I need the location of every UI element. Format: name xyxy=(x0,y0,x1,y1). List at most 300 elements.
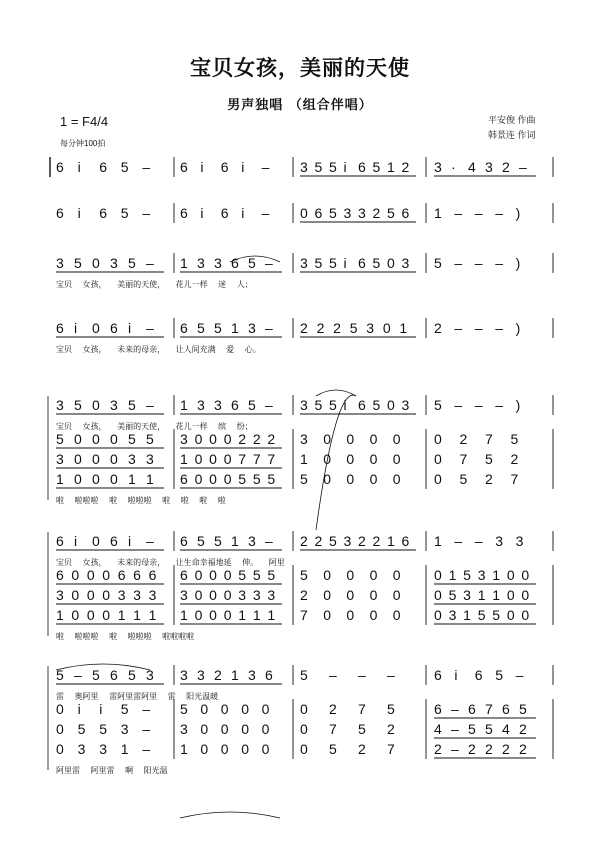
note: 0 xyxy=(102,587,111,603)
note: 6 xyxy=(180,205,188,221)
note: 6 xyxy=(180,471,188,487)
note: 2 xyxy=(485,471,493,487)
note: 0 xyxy=(346,471,355,487)
slur-arc xyxy=(56,664,150,670)
note: 0 xyxy=(241,701,249,717)
note: – xyxy=(474,255,483,271)
note: 3 xyxy=(146,667,154,683)
note: 0 xyxy=(434,451,442,467)
note: 6 xyxy=(180,320,188,336)
note: 0 xyxy=(200,721,209,737)
note: 7 xyxy=(238,451,247,467)
note: 0 xyxy=(506,587,515,603)
note: 5 xyxy=(180,701,188,717)
note: 6 xyxy=(231,255,239,271)
note: – xyxy=(451,701,459,717)
note: 1 xyxy=(231,533,239,549)
note: 6 xyxy=(148,567,157,583)
note: 3 xyxy=(401,255,410,271)
note: 1 xyxy=(133,607,141,623)
lyrics-line: 阿里雷 阿里雷 啊 阳光温 xyxy=(56,766,168,775)
note: 0 xyxy=(369,451,378,467)
note: 0 xyxy=(382,320,391,336)
note: 0 xyxy=(506,607,515,623)
note: – xyxy=(495,320,503,336)
note: 6 xyxy=(56,320,64,336)
note: 0 xyxy=(194,567,203,583)
note: – xyxy=(146,397,154,413)
note: 3 xyxy=(343,533,352,549)
lyrics-line: 雷 奥阿里 雷阿里雷阿里 雷 阳光温暖 xyxy=(56,692,219,701)
note: 5 xyxy=(314,397,323,413)
note: 6 xyxy=(434,667,442,683)
note: 0 xyxy=(323,431,331,447)
note: ) xyxy=(515,205,521,221)
note: · xyxy=(451,159,456,175)
note: 1 xyxy=(448,567,457,583)
note: 3 xyxy=(56,451,64,467)
note: – xyxy=(142,205,151,221)
note: 1 xyxy=(180,397,188,413)
note: 3 xyxy=(477,567,486,583)
note: 1 xyxy=(120,741,129,757)
note: 0 xyxy=(110,471,118,487)
note: 3 xyxy=(300,397,308,413)
note: 5 xyxy=(267,471,276,487)
note: 4 xyxy=(502,721,510,737)
note: 0 xyxy=(220,741,229,757)
note: 0 xyxy=(92,533,100,549)
note: 2 xyxy=(519,721,527,737)
note: 0 xyxy=(223,471,232,487)
note: 5 xyxy=(434,255,442,271)
note: 5 xyxy=(120,159,129,175)
slur-arc xyxy=(180,812,280,818)
note: 2 xyxy=(387,721,395,737)
note: 1 xyxy=(117,607,126,623)
lyrics-line: 宝贝 女孩， 未来的母亲， 让人间充满 爱 心。 xyxy=(56,345,261,354)
note: 0 xyxy=(200,741,209,757)
note: 6 xyxy=(180,159,188,175)
note: 2 xyxy=(358,741,366,757)
note: 5 xyxy=(238,567,247,583)
lyrics-line: 宝贝 女孩， 美丽的天使， 花儿一样 迷 人； xyxy=(56,280,253,289)
note: 2 xyxy=(502,741,510,757)
note: 0 xyxy=(323,607,331,623)
note: 5 xyxy=(74,255,82,271)
note: – xyxy=(142,721,151,737)
note: 1 xyxy=(180,451,188,467)
note: i xyxy=(454,667,458,683)
note: 0 xyxy=(261,721,270,737)
note: 1 xyxy=(300,451,308,467)
note: 3 xyxy=(99,741,107,757)
note: 5 xyxy=(329,397,337,413)
note: 5 xyxy=(300,471,308,487)
note: 5 xyxy=(434,397,442,413)
note: 6 xyxy=(358,255,366,271)
note: 0 xyxy=(434,471,442,487)
note: 5 xyxy=(372,255,381,271)
note: 0 xyxy=(223,607,232,623)
note: 2 xyxy=(519,741,527,757)
note: 3 xyxy=(128,451,136,467)
note: 0 xyxy=(346,567,355,583)
note: – xyxy=(142,159,151,175)
note: i xyxy=(128,320,132,336)
note: 0 xyxy=(300,721,308,737)
note: 2 xyxy=(300,533,308,549)
note: 4 xyxy=(434,721,442,737)
note: 0 xyxy=(110,451,118,467)
note: 2 xyxy=(434,741,442,757)
note: 0 xyxy=(92,451,100,467)
note: 7 xyxy=(510,471,519,487)
note: 0 xyxy=(300,205,308,221)
note: i xyxy=(77,205,81,221)
note: 0 xyxy=(346,451,355,467)
note: 0 xyxy=(392,587,401,603)
note: 5 xyxy=(463,567,471,583)
note: 4 xyxy=(468,159,476,175)
note: 6 xyxy=(110,533,118,549)
note: 0 xyxy=(86,607,95,623)
note: 6 xyxy=(314,205,323,221)
note: 1 xyxy=(492,587,501,603)
composer-credit: 平安俊 作曲 xyxy=(488,115,536,125)
note: 0 xyxy=(194,607,203,623)
note: 0 xyxy=(209,567,217,583)
note: 6 xyxy=(99,205,107,221)
note: 3 xyxy=(495,533,503,549)
note: 0 xyxy=(194,587,203,603)
note: 1 xyxy=(56,471,64,487)
note: 0 xyxy=(346,431,355,447)
note: 2 xyxy=(314,533,323,549)
note: 1 xyxy=(180,607,188,623)
note: 0 xyxy=(434,431,442,447)
note: 6 xyxy=(110,667,118,683)
note: 2 xyxy=(267,431,276,447)
note: 0 xyxy=(220,721,229,737)
note: 2 xyxy=(510,451,519,467)
note: – xyxy=(146,320,154,336)
note: 7 xyxy=(358,701,366,717)
note: 0 xyxy=(434,587,442,603)
note: 5 xyxy=(477,607,486,623)
note: – xyxy=(454,397,463,413)
note: 3 xyxy=(248,667,256,683)
note: 3 xyxy=(448,607,457,623)
note: – xyxy=(474,320,483,336)
note: – xyxy=(142,741,151,757)
note: 2 xyxy=(316,320,325,336)
note: 0 xyxy=(209,431,217,447)
note: 5 xyxy=(120,701,129,717)
note: 3 xyxy=(300,255,308,271)
note: 3 xyxy=(117,587,126,603)
note: – xyxy=(454,255,463,271)
note: 1 xyxy=(56,607,64,623)
note: – xyxy=(265,320,273,336)
note: 0 xyxy=(102,607,111,623)
note: 3 xyxy=(180,667,188,683)
note: 6 xyxy=(265,667,273,683)
note: 5 xyxy=(214,533,222,549)
note: 2 xyxy=(502,159,510,175)
note: 0 xyxy=(110,431,118,447)
note: 0 xyxy=(261,701,270,717)
note: ) xyxy=(515,255,521,271)
note: 7 xyxy=(387,741,395,757)
note: 3 xyxy=(197,255,205,271)
note: 3 xyxy=(180,721,188,737)
note: i xyxy=(77,159,81,175)
note: 0 xyxy=(392,567,401,583)
note: 7 xyxy=(459,451,468,467)
note: 2 xyxy=(468,741,476,757)
note: i xyxy=(343,159,347,175)
note: – xyxy=(146,533,154,549)
note: 2 xyxy=(358,533,366,549)
note: 0 xyxy=(209,607,217,623)
note: – xyxy=(387,667,395,683)
note: 1 xyxy=(387,159,395,175)
note: 1 xyxy=(231,320,239,336)
note: 7 xyxy=(300,607,308,623)
note: 3 xyxy=(77,741,86,757)
note: – xyxy=(474,397,483,413)
note: – xyxy=(495,205,503,221)
note: 6 xyxy=(56,205,64,221)
note: – xyxy=(358,667,366,683)
note: 3 xyxy=(56,397,64,413)
note: – xyxy=(451,741,459,757)
note: 0 xyxy=(241,721,249,737)
note: 3 xyxy=(133,587,141,603)
note: 5 xyxy=(77,721,86,737)
note: 1 xyxy=(128,471,136,487)
note: 5 xyxy=(372,397,381,413)
note: 5 xyxy=(485,721,493,737)
note: – xyxy=(329,667,337,683)
note: 6 xyxy=(358,159,366,175)
note: 1 xyxy=(252,607,261,623)
note: 5 xyxy=(197,533,205,549)
note: 3 xyxy=(248,320,256,336)
note: 0 xyxy=(200,701,209,717)
note: 3 xyxy=(485,159,493,175)
note: 0 xyxy=(392,607,401,623)
note: 0 xyxy=(92,255,100,271)
note: 0 xyxy=(241,741,249,757)
note: 0 xyxy=(194,451,203,467)
note: 2 xyxy=(372,533,381,549)
note: 3 xyxy=(214,255,222,271)
note: 3 xyxy=(300,159,308,175)
note: 3 xyxy=(110,255,118,271)
note: 5 xyxy=(314,159,323,175)
note: – xyxy=(454,320,463,336)
note: 6 xyxy=(117,567,126,583)
note: 2 xyxy=(459,431,468,447)
note: 2 xyxy=(333,320,341,336)
note: 3 xyxy=(515,533,524,549)
note: 7 xyxy=(267,451,276,467)
note: 0 xyxy=(56,721,64,737)
note: 5 xyxy=(510,431,519,447)
note: 0 xyxy=(74,431,82,447)
note: 5 xyxy=(120,205,129,221)
note: – xyxy=(515,667,524,683)
note: 0 xyxy=(86,567,95,583)
note: 2 xyxy=(238,431,247,447)
note: – xyxy=(261,159,270,175)
note: 3 xyxy=(434,159,442,175)
note: 3 xyxy=(238,587,247,603)
note: 1 xyxy=(146,471,154,487)
lyricist-credit: 韩景连 作词 xyxy=(488,130,536,140)
note: 6 xyxy=(56,159,64,175)
note: – xyxy=(454,205,463,221)
note: – xyxy=(265,533,273,549)
note: 5 xyxy=(92,667,100,683)
note: 5 xyxy=(128,255,136,271)
note: 0 xyxy=(346,587,355,603)
note: 0 xyxy=(323,567,331,583)
note: 0 xyxy=(369,567,378,583)
note: 5 xyxy=(329,205,337,221)
note: 3 xyxy=(148,587,157,603)
note: i xyxy=(77,701,81,717)
note: 5 xyxy=(238,471,247,487)
note: 1 xyxy=(231,667,239,683)
note: 0 xyxy=(261,741,270,757)
note: i xyxy=(74,320,78,336)
note: 6 xyxy=(180,567,188,583)
note: 5 xyxy=(459,471,468,487)
note: i xyxy=(99,701,103,717)
note: 5 xyxy=(387,701,395,717)
note: 3 xyxy=(252,587,261,603)
note: – xyxy=(451,721,459,737)
note: 3 xyxy=(300,431,308,447)
note: 3 xyxy=(214,397,222,413)
note: 0 xyxy=(392,431,401,447)
note: 6 xyxy=(502,701,510,717)
note: i xyxy=(200,159,204,175)
note: 3 xyxy=(366,320,375,336)
note: 6 xyxy=(110,320,118,336)
note: 3 xyxy=(248,533,256,549)
note: 5 xyxy=(248,255,256,271)
note: 0 xyxy=(300,701,308,717)
note: 7 xyxy=(329,721,337,737)
note: 5 xyxy=(329,741,337,757)
note: 6 xyxy=(180,533,188,549)
note: 0 xyxy=(392,451,401,467)
note: 5 xyxy=(267,567,276,583)
note: 0 xyxy=(521,607,530,623)
note: i xyxy=(343,397,347,413)
note: 5 xyxy=(128,397,136,413)
note: i xyxy=(74,533,78,549)
note: 7 xyxy=(485,431,493,447)
note: 0 xyxy=(223,567,232,583)
note: 0 xyxy=(392,471,401,487)
note: 5 xyxy=(99,721,107,737)
note: 0 xyxy=(194,471,203,487)
note: 5 xyxy=(300,567,308,583)
note: 5 xyxy=(74,397,82,413)
note: 0 xyxy=(92,320,100,336)
lyrics-line: 啦 啦啦啦 啦 啦啦啦 啦啦啦啦 xyxy=(56,632,195,641)
note: 1 xyxy=(267,607,276,623)
note: 5 xyxy=(468,721,476,737)
note: 1 xyxy=(477,587,486,603)
note: 5 xyxy=(56,667,64,683)
note: 5 xyxy=(128,431,136,447)
note: 3 xyxy=(358,205,366,221)
note: – xyxy=(519,159,527,175)
note: 2 xyxy=(434,320,442,336)
note: 1 xyxy=(180,741,188,757)
note: – xyxy=(454,533,463,549)
note: 3 xyxy=(197,397,205,413)
note: 0 xyxy=(74,451,82,467)
note: – xyxy=(265,255,273,271)
note: 0 xyxy=(506,567,515,583)
note: 0 xyxy=(209,471,217,487)
note: – xyxy=(495,397,503,413)
note: 5 xyxy=(252,567,261,583)
note: 1 xyxy=(148,607,157,623)
note: 0 xyxy=(220,701,229,717)
note: 5 xyxy=(146,431,154,447)
note: – xyxy=(142,701,151,717)
note: 0 xyxy=(56,741,64,757)
note: 5 xyxy=(314,255,323,271)
note: 0 xyxy=(102,567,111,583)
note: 3 xyxy=(146,451,154,467)
note: 5 xyxy=(495,667,503,683)
note: 5 xyxy=(300,667,308,683)
note: 5 xyxy=(372,159,381,175)
note: 5 xyxy=(387,205,395,221)
note: 3 xyxy=(56,587,64,603)
note: 0 xyxy=(223,431,232,447)
note: i xyxy=(241,205,245,221)
note: 6 xyxy=(231,397,239,413)
note: 6 xyxy=(434,701,442,717)
note: 0 xyxy=(346,607,355,623)
note: 7 xyxy=(252,451,261,467)
note: 5 xyxy=(485,451,493,467)
slur-arc xyxy=(316,390,356,396)
note: i xyxy=(343,255,347,271)
note: 5 xyxy=(349,320,358,336)
note: 0 xyxy=(387,255,395,271)
note: 0 xyxy=(434,607,442,623)
note: 0 xyxy=(323,471,331,487)
note: 5 xyxy=(329,159,337,175)
note: 1 xyxy=(399,320,408,336)
note: 6 xyxy=(468,701,476,717)
note: – xyxy=(261,205,270,221)
note: – xyxy=(74,667,82,683)
note: 6 xyxy=(133,567,141,583)
note: – xyxy=(495,255,503,271)
